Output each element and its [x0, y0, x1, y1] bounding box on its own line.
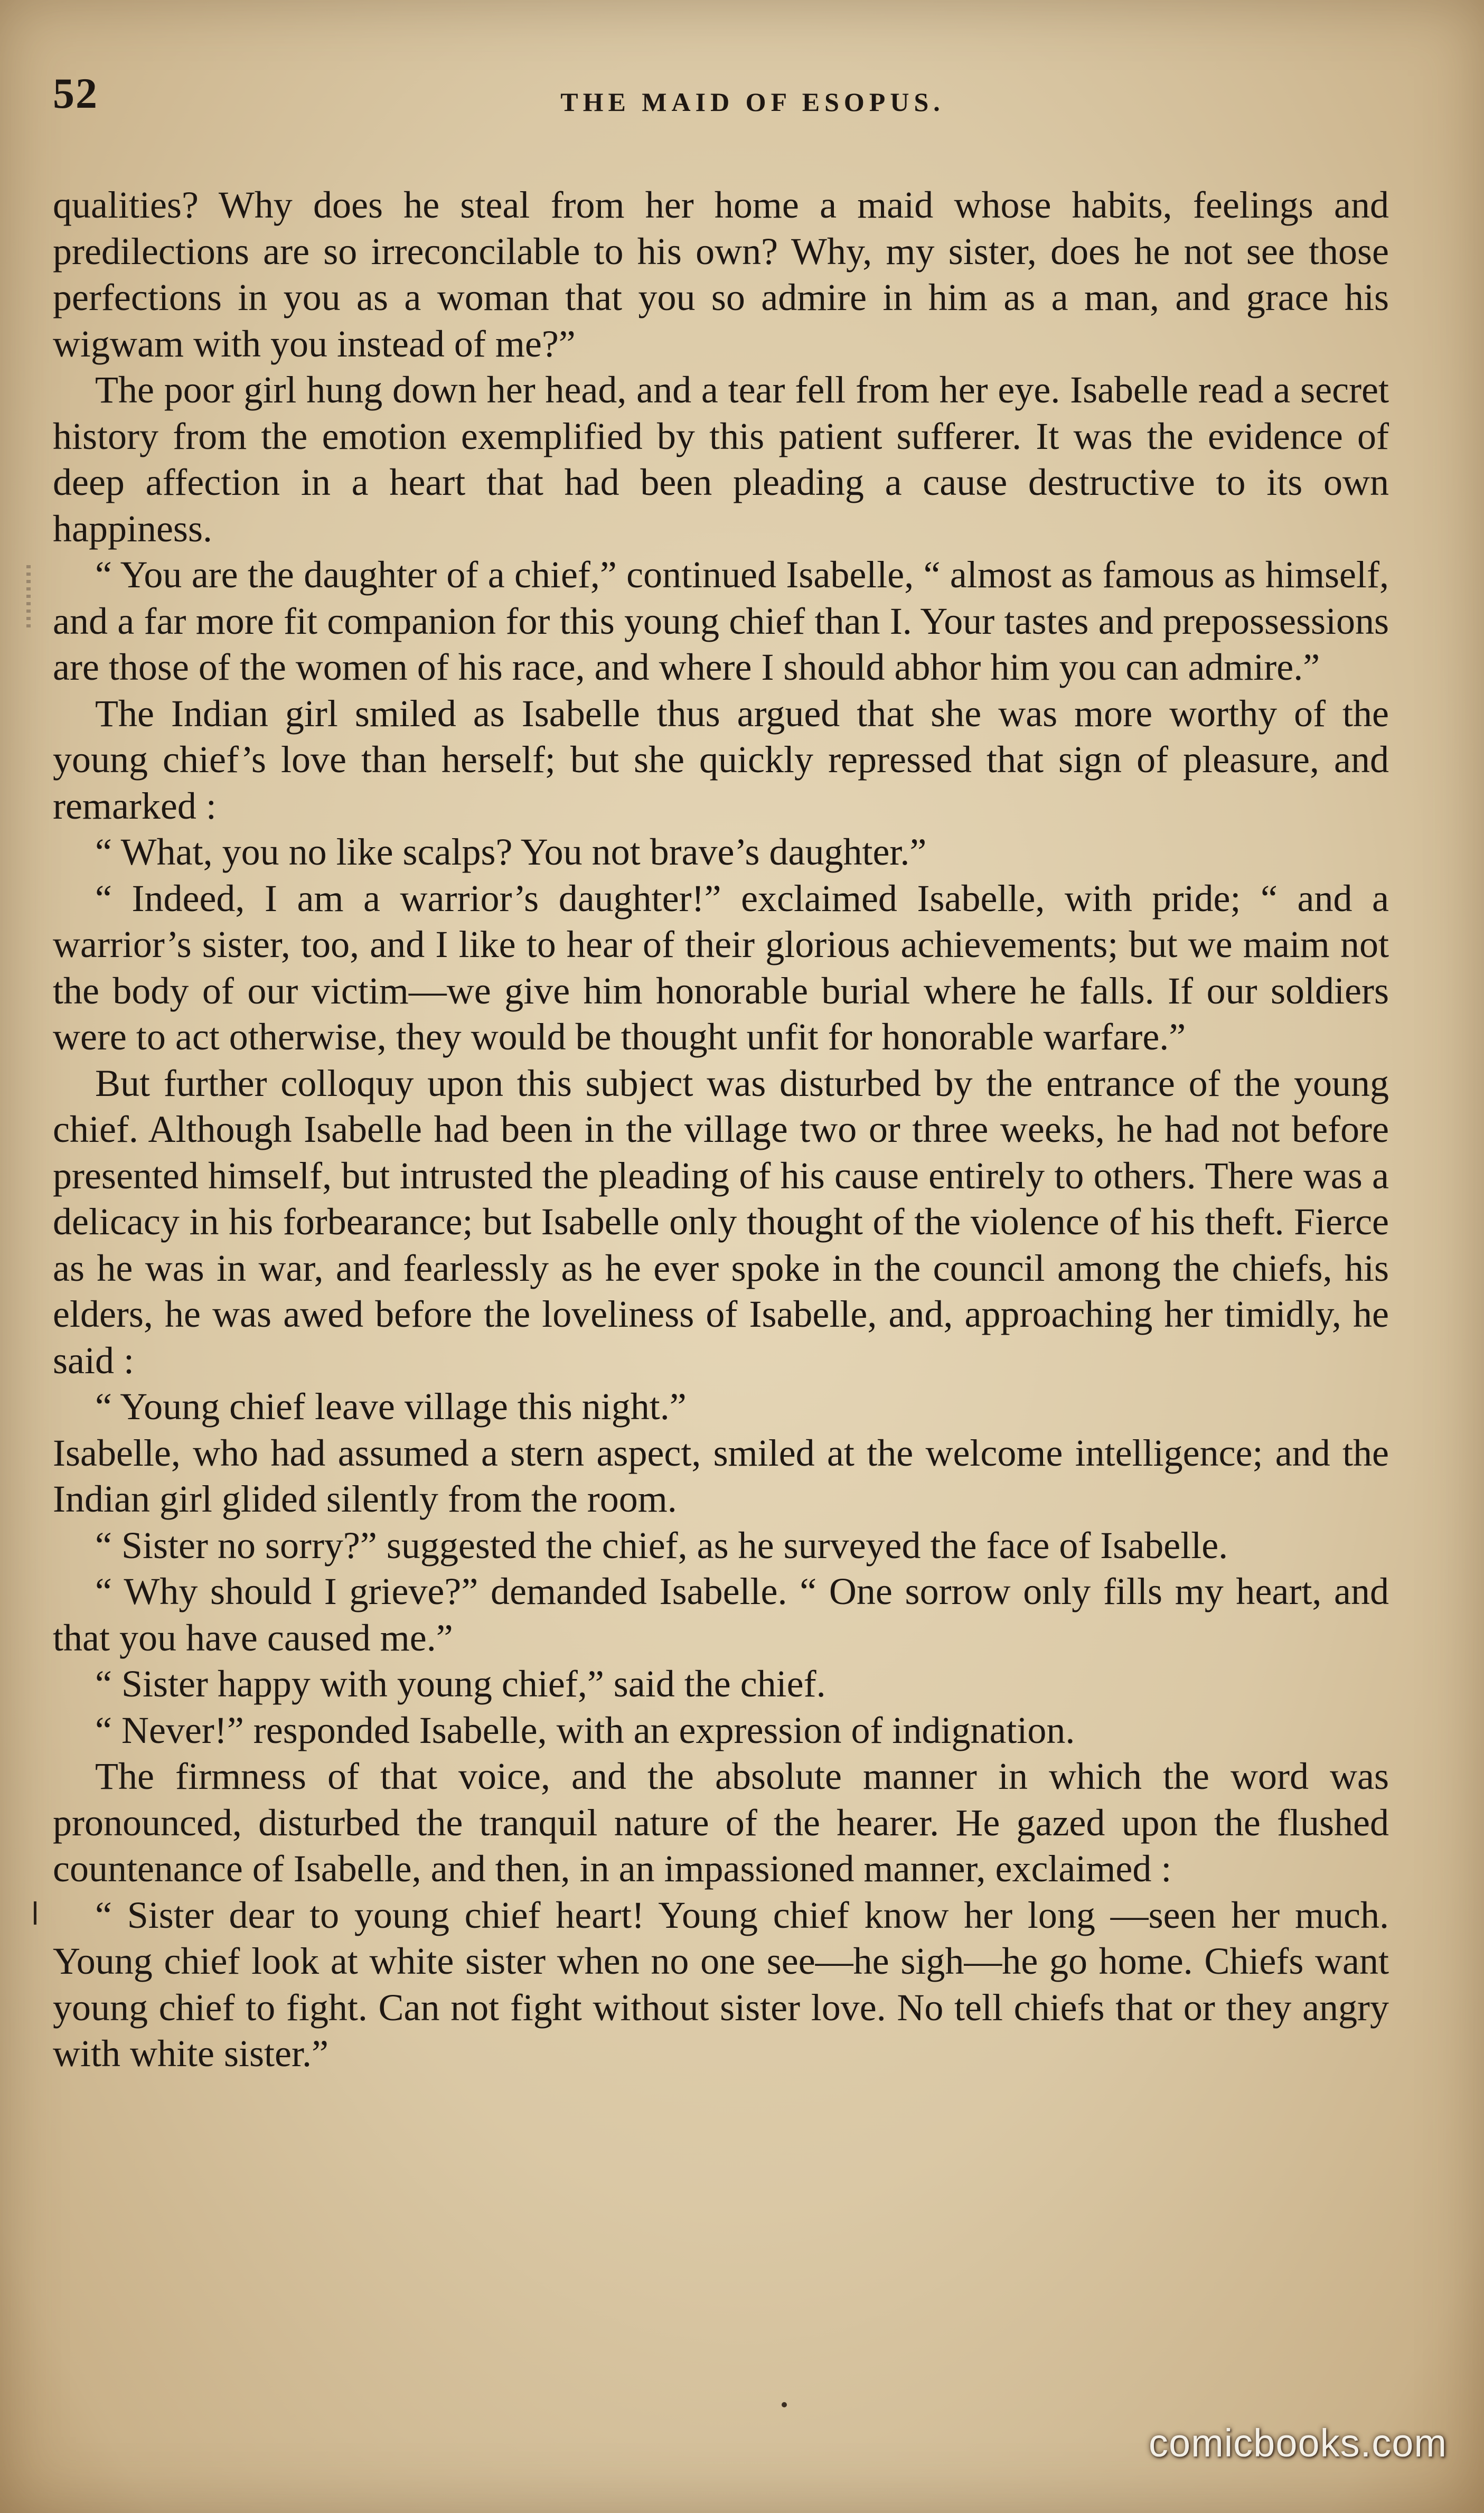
paragraph: The poor girl hung down her head, and a tear fell from her eye. Isabelle read a secret history from the emotion exemplified by this patient sufferer. It was the evidence of deep affection in a heart that had been pleading a cause destructive to its own happiness. — [53, 369, 1389, 550]
paragraph: “ Indeed, I am a warrior’s daughter!” exclaimed Isabelle, with pride; “ and a warrior’s sister, too, and I like to hear of their glorious achievements; but we maim not the body of our victim—we give him honorable burial where he falls. If our soldiers were to act otherwise, they would be thought unfit for honorable warfare.” — [53, 877, 1389, 1058]
watermark: comicbooks.com — [1148, 2421, 1447, 2465]
paragraph: “ What, you no like scalps? You not brave’s daughter.” — [95, 831, 927, 873]
margin-smudge — [26, 565, 31, 629]
paragraph: “ You are the daughter of a chief,” continued Isabelle, “ almost as famous as himself, and a far more fit companion for this young chief than I. Your tastes and prepossessions are those of the women of his race, and where I should abhor him you can admire.” — [53, 554, 1389, 688]
paragraph: qualities? Why does he steal from her home a maid whose habits, feelings and predilections are so irreconcilable to his own? Why, my sister, does he not see those perfections in you as a woman that you so admire in him as a man, and grace his wigwam with you instead of me?” — [53, 184, 1389, 365]
paragraph: Isabelle, who had assumed a stern aspect, smiled at the welcome intelligence; and the Indian girl glided silently from the room. — [53, 1431, 1389, 1520]
ink-dot — [782, 2402, 787, 2407]
page-header — [53, 69, 1389, 127]
paragraph: The firmness of that voice, and the absolute manner in which the word was pronounced, disturbed the tranquil nature of the hearer. He gazed upon the flushed countenance of Isabelle, and then, in an impassioned manner, exclaimed : — [53, 1755, 1389, 1890]
paragraph: “ Sister no sorry?” suggested the chief, as he surveyed the face of Isabelle. — [95, 1524, 1228, 1567]
paragraph: But further colloquy upon this subject was disturbed by the entrance of the young chief. Although Isabelle had been in the village two or three weeks, he had not before presented himself, but intrusted the pleading of his cause entirely to others. There was a delicacy in his forbearance; but Isabelle only thought of the violence of his theft. Fierce as he was in war, and fearlessly as he ever spoke in the council among the chiefs, his elders, he was awed before the loveliness of Isabelle, and, approaching her timidly, he said : — [53, 1062, 1389, 1382]
paragraph: “ Young chief leave village this night.” — [95, 1385, 687, 1428]
margin-mark — [34, 1901, 36, 1925]
running-head: THE MAID OF ESOPUS. — [560, 87, 945, 117]
page-number: 52 — [53, 69, 98, 117]
paragraph: “ Why should I grieve?” demanded Isabelle. “ One sorrow only fills my heart, and that you have caused me.” — [53, 1570, 1389, 1659]
paragraph: “ Never!” responded Isabelle, with an expression of indignation. — [95, 1709, 1075, 1751]
body-text — [53, 182, 1389, 2077]
paragraph: The Indian girl smiled as Isabelle thus argued that she was more worthy of the young chief’s love than herself; but she quickly repressed that sign of pleasure, and remarked : — [53, 692, 1389, 827]
paragraph: “ Sister happy with young chief,” said the chief. — [95, 1663, 826, 1705]
paragraph: “ Sister dear to young chief heart! Young chief know her long —seen her much. Young chief look at white sister when no one see—he sigh—he go home. Chiefs want young chief to fight. Can not fight without sister love. No tell chiefs that or they angry with white sister.” — [53, 1893, 1389, 2075]
